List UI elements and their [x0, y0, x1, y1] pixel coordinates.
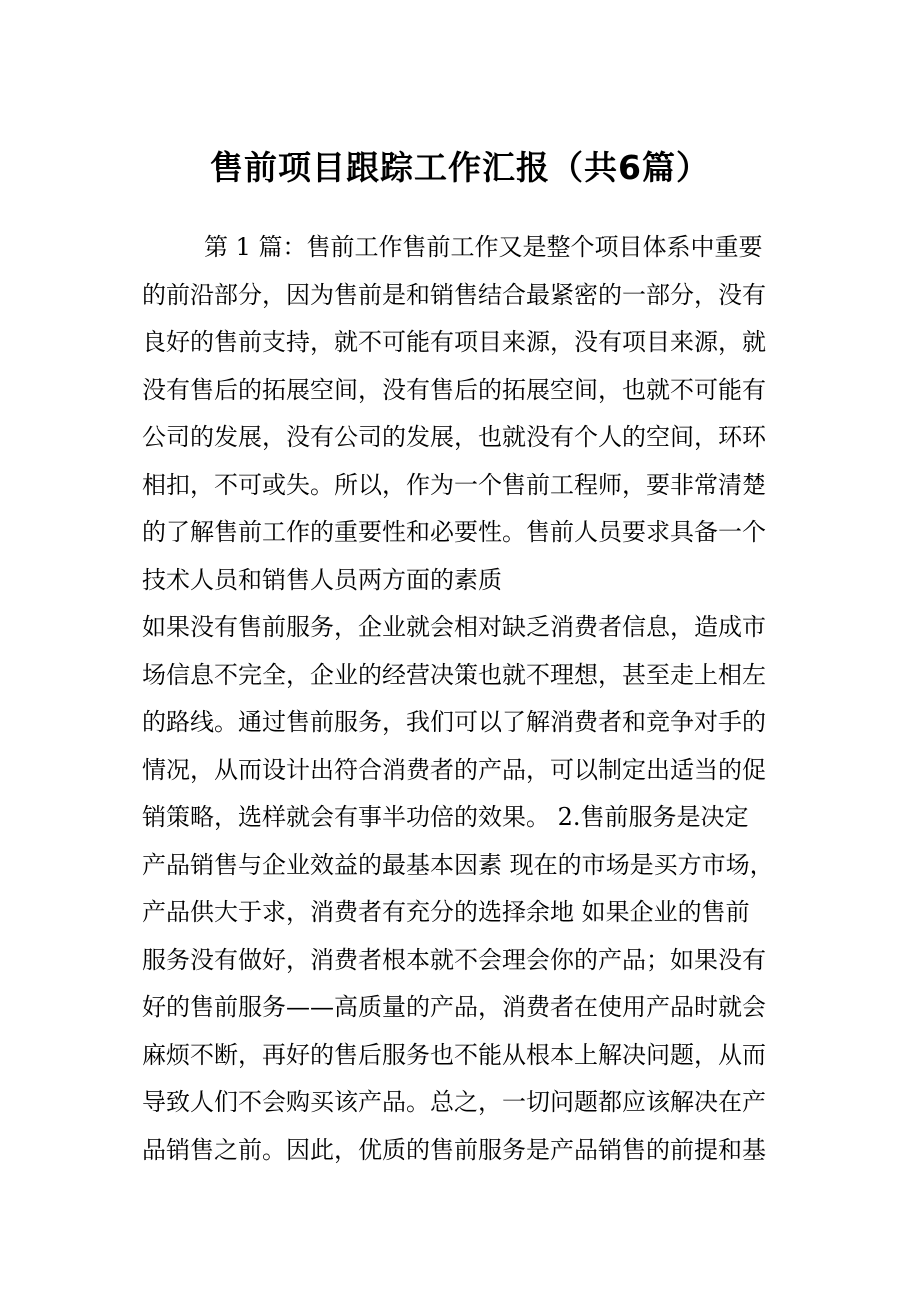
- paragraph-line: 好的售前服务——高质量的产品，消费者在使用产品时就会: [142, 993, 766, 1021]
- document-body: [142, 224, 790, 1174]
- paragraph-line: 产品供大于求，消费者有充分的选择余地 如果企业的售前: [142, 898, 750, 926]
- paragraph-line: 产品销售与企业效益的最基本因素 现在的市场是买方市场，: [142, 850, 774, 879]
- paragraph-line: 技术人员和销售人员两方面的素质: [142, 565, 502, 594]
- paragraph-line: 麻烦不断，再好的售后服务也不能从根本上解决问题，从而: [142, 1040, 766, 1069]
- document-title: 售前项目跟踪工作汇报（共6篇）: [210, 148, 710, 187]
- paragraph-line: 相扣，不可或失。所以，作为一个售前工程师，要非常清楚: [142, 470, 766, 499]
- paragraph-line: 场信息不完全，企业的经营决策也就不理想，甚至走上相左: [142, 660, 766, 689]
- paragraph-line: 没有售后的拓展空间，没有售后的拓展空间，也就不可能有: [142, 375, 766, 404]
- paragraph-line: 第 1 篇：售前工作售前工作又是整个项目体系中重要: [204, 233, 763, 261]
- paragraph-line: 导致人们不会购买该产品。总之，一切问题都应该解决在产: [142, 1088, 766, 1116]
- paragraph-line: 的路线。通过售前服务，我们可以了解消费者和竞争对手的: [142, 708, 766, 736]
- paragraph-line: 服务没有做好，消费者根本就不会理会你的产品；如果没有: [142, 945, 766, 974]
- paragraph-line: 品销售之前。因此，优质的售前服务是产品销售的前提和基: [142, 1135, 766, 1164]
- paragraph-line: 销策略，选样就会有事半功倍的效果。 2.售前服务是决定: [142, 803, 749, 831]
- paragraph-line: 如果没有售前服务，企业就会相对缺乏消费者信息，造成市: [142, 613, 766, 641]
- paragraph-line: 公司的发展，没有公司的发展，也就没有个人的空间，环环: [142, 423, 766, 451]
- paragraph-line: 情况，从而设计出符合消费者的产品，可以制定出适当的促: [142, 755, 766, 784]
- paragraph-line: 的了解售前工作的重要性和必要性。售前人员要求具备一个: [142, 518, 766, 546]
- paragraph-line: 良好的售前支持，就不可能有项目来源，没有项目来源，就: [142, 328, 766, 356]
- paragraph-line: 的前沿部分，因为售前是和销售结合最紧密的一部分，没有: [142, 280, 766, 309]
